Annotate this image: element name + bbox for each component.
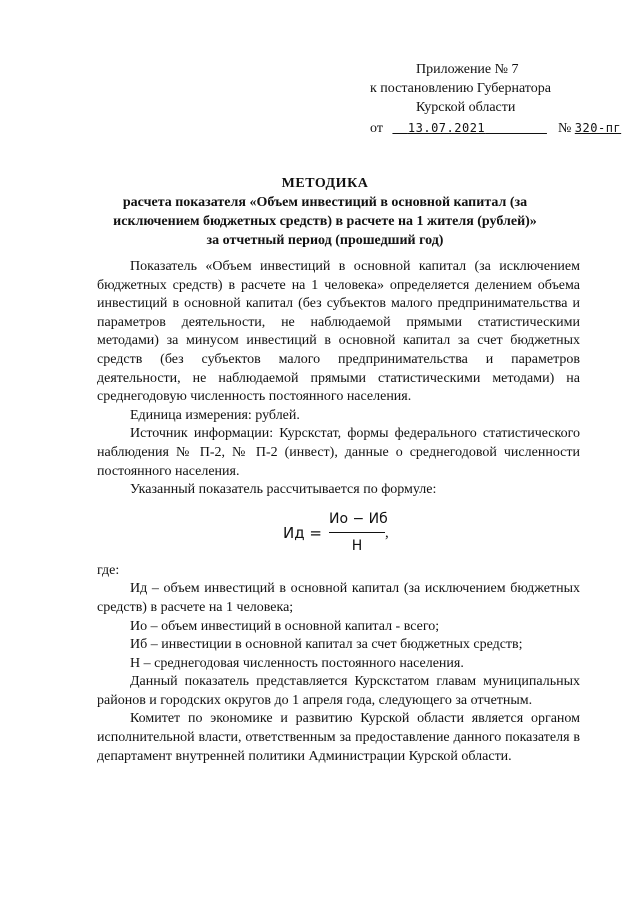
paragraph-formula-intro: Указанный показатель рассчитывается по формуле: xyxy=(130,482,437,498)
number-prefix: № xyxy=(557,121,572,136)
paragraph-source: Источник информации: Курскстат, формы федерального статистического наблюдения № П-2, № П-2 (инвест), данные о среднегодовой численности постоянного населения. xyxy=(97,426,580,479)
document-title xyxy=(110,174,540,250)
appendix-number: Приложение № 7 xyxy=(416,62,519,77)
paragraph-unit: Единица измерения: рублей. xyxy=(130,407,300,423)
decree-number: 320-пг xyxy=(574,121,622,135)
formula-comma: , xyxy=(385,524,389,541)
formula-fraction xyxy=(329,510,388,556)
date-prefix: от xyxy=(370,121,383,136)
definition-io: Ио – объем инвестиций в основной капитал - всего; xyxy=(130,618,440,634)
document-body xyxy=(97,258,580,766)
definition-id: Ид – объем инвестиций в основной капитал (за исключением бюджетных средств) в расчете на 1 человека; xyxy=(97,581,580,615)
title-heading: МЕТОДИКА xyxy=(281,176,369,191)
decree-date-row xyxy=(370,119,622,138)
decree-date: 13.07.2021 xyxy=(407,121,486,135)
formula-numerator: Ио − Иб xyxy=(329,510,385,534)
paragraph-responsible: Комитет по экономике и развитию Курской области является органом исполнительной власти, ответственным за предоставление данного показателя в департамент внутренней политики Администрации Курской области. xyxy=(97,711,580,764)
title-subtitle: расчета показателя «Объем инвестиций в основной капитал (за исключением бюджетных средств) в расчете на 1 жителя (рублей)» за отчетный период (прошедший год) xyxy=(113,195,537,248)
paragraph-definition: Показатель «Объем инвестиций в основной капитал (за исключением бюджетных средств) в расчете на 1 человека» определяется делением объема инвестиций в основной капитал (без субъектов малого предпринимательства и параметров деятельности, не наблюдаемой прямыми статистическими методами) за минусом инвестиций в основной капитал за счет бюджетных средств (без субъектов малого предпринимательства и параметров деятельности, не наблюдаемой прямыми статистическими методами) на среднегодовую численность постоянного населения. xyxy=(97,259,580,405)
definition-ib: Иб – инвестиции в основной капитал за счет бюджетных средств; xyxy=(130,637,523,653)
appendix-region: Курской области xyxy=(416,100,516,115)
formula-lhs: Ид = xyxy=(283,523,322,542)
definition-n: Н – среднегодовая численность постоянного населения. xyxy=(130,655,464,671)
paragraph-deadline: Данный показатель представляется Курскстатом главам муниципальных районов и городских округов до 1 апреля года, следующего за отчетным. xyxy=(97,674,580,708)
appendix-decree: к постановлению Губернатора xyxy=(370,81,551,96)
formula-denominator: Н xyxy=(351,538,363,555)
where-label: где: xyxy=(97,562,120,578)
appendix-block xyxy=(370,60,622,138)
formula xyxy=(97,506,580,558)
